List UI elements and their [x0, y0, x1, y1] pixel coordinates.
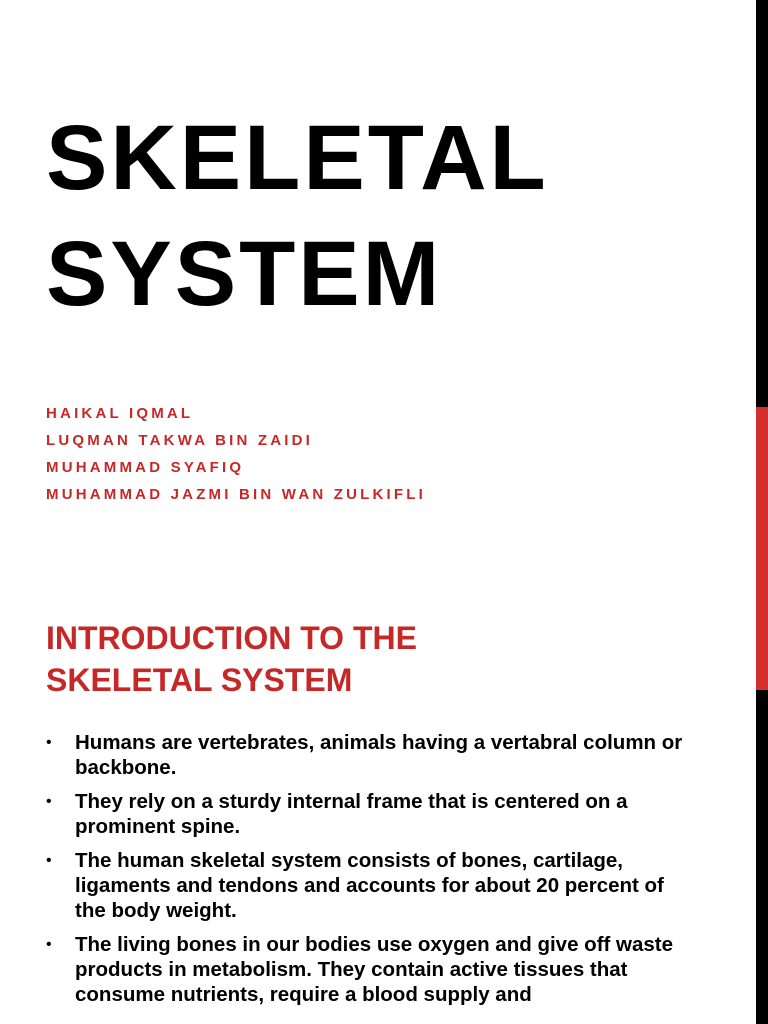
bullet-item	[46, 848, 686, 923]
section-heading-line: SKELETAL SYSTEM	[46, 662, 353, 698]
side-decoration-bar	[756, 0, 768, 1024]
bullet-dot-icon: •	[46, 734, 52, 751]
author-name: HAIKAL IQMAL	[46, 405, 194, 422]
bullet-text: The living bones in our bodies use oxygen and give off waste products in metabolism. They contain active tissues that consume nutrients, require a blood supply and	[75, 933, 674, 1006]
bullet-text: Humans are vertebrates, animals having a vertabral column or backbone.	[75, 731, 683, 779]
section-heading-line: INTRODUCTION TO THE	[46, 620, 417, 656]
bullet-list	[46, 730, 686, 1016]
side-accent-stripe	[756, 407, 768, 690]
bullet-item	[46, 932, 686, 1007]
author-list	[46, 400, 426, 508]
slide-title-line: SYSTEM	[46, 223, 443, 325]
author-name: MUHAMMAD JAZMI BIN WAN ZULKIFLI	[46, 486, 426, 503]
author-name: MUHAMMAD SYAFIQ	[46, 459, 245, 476]
bullet-item	[46, 789, 686, 839]
introduction-slide	[0, 560, 756, 1024]
slide-title-line: SKELETAL	[46, 107, 549, 209]
bullet-text: They rely on a sturdy internal frame that is centered on a prominent spine.	[75, 790, 628, 838]
bullet-dot-icon: •	[46, 936, 52, 953]
bullet-text: The human skeletal system consists of bones, cartilage, ligaments and tendons and accounts for about 20 percent of the body weight.	[75, 849, 664, 922]
slide-title	[46, 100, 549, 332]
section-heading	[46, 617, 686, 701]
bullet-item	[46, 730, 686, 780]
bullet-dot-icon: •	[46, 852, 52, 869]
author-name: LUQMAN TAKWA BIN ZAIDI	[46, 432, 314, 449]
bullet-dot-icon: •	[46, 793, 52, 810]
